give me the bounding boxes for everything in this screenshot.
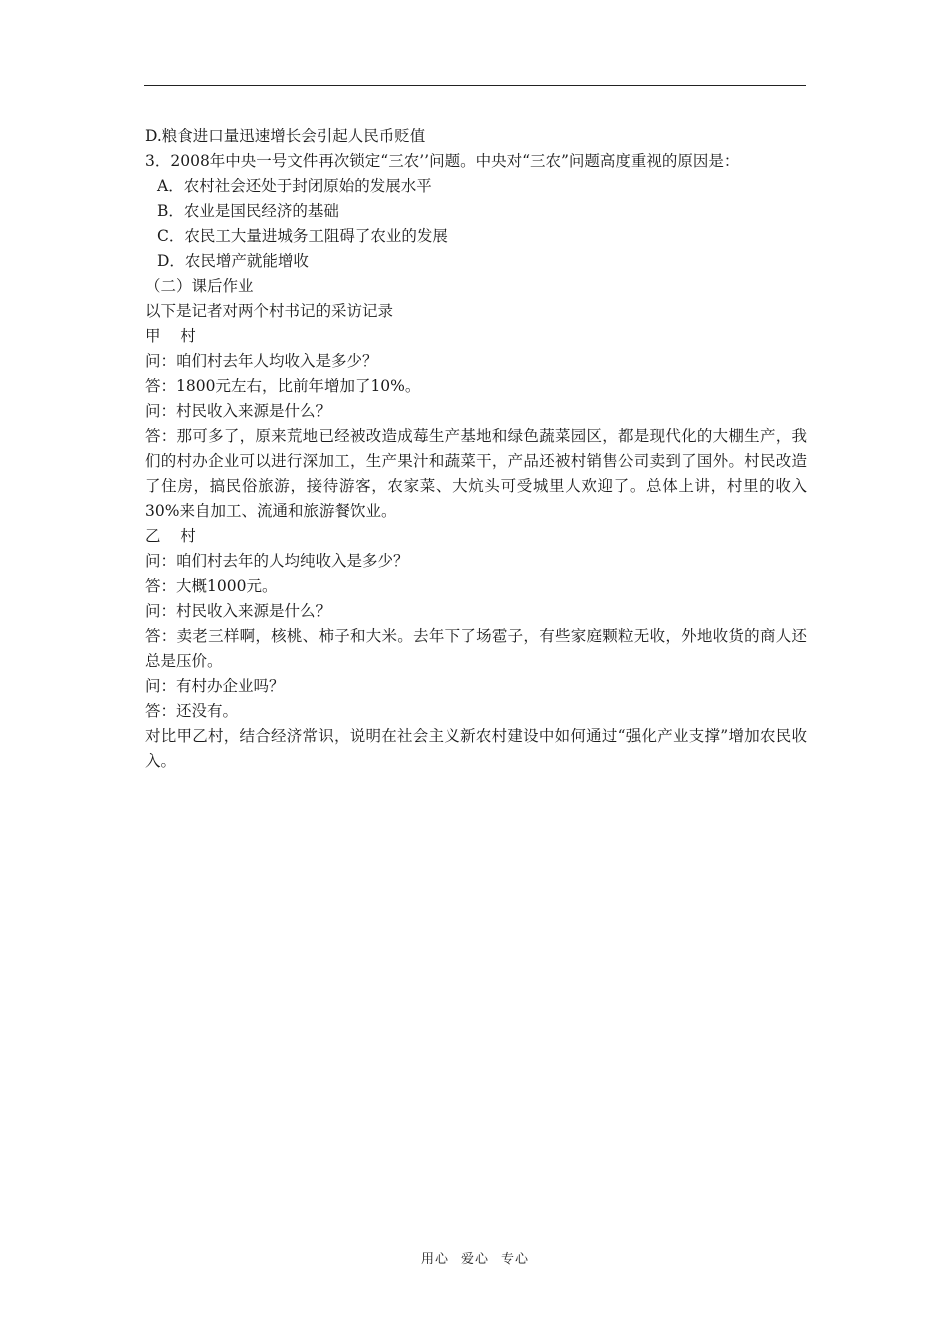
- footer-item: 爱心: [460, 1252, 489, 1267]
- village-a-question-2: 问：村民收入来源是什么？: [145, 402, 332, 420]
- village-b-question-3: 问：有村办企业吗？: [145, 677, 285, 695]
- header-rule: [144, 85, 806, 86]
- village-a-answer-1: 答：1800元左右，比前年增加了10%。: [145, 377, 421, 395]
- page-footer: [0, 1248, 950, 1267]
- homework-heading: （二）课后作业: [145, 277, 254, 295]
- q3-option-a: A．农村社会还处于封闭原始的发展水平: [157, 177, 432, 195]
- document-body: [145, 124, 807, 774]
- village-b-answer-1: 答：大概1000元。: [145, 577, 278, 595]
- q3-option-c: C．农民工大量进城务工阻碍了农业的发展: [157, 227, 448, 245]
- village-b-answer-2: 答：卖老三样啊，核桃、柿子和大米。去年下了场雹子，有些家庭颗粒无收，外地收货的商人还总是压价。: [145, 627, 807, 670]
- interview-intro: 以下是记者对两个村书记的采访记录: [145, 302, 394, 320]
- village-b-question-1: 问：咱们村去年的人均纯收入是多少？: [145, 552, 409, 570]
- q3-option-b: B．农业是国民经济的基础: [157, 202, 339, 220]
- q3-option-d: D．农民增产就能增收: [157, 252, 309, 270]
- homework-question: 对比甲乙村，结合经济常识，说明在社会主义新农村建设中如何通过“强化产业支撑”增加农民收入。: [145, 727, 807, 770]
- footer-item: 专心: [501, 1252, 530, 1267]
- village-b-answer-3: 答：还没有。: [145, 702, 239, 720]
- q3-stem: 3．2008年中央一号文件再次锁定“三农’’问题。中央对“三农”问题高度重视的原因是：: [145, 152, 740, 170]
- village-a-question-1: 问：咱们村去年人均收入是多少？: [145, 352, 378, 370]
- village-b-question-2: 问：村民收入来源是什么？: [145, 602, 332, 620]
- village-b-name: 乙 村: [145, 527, 196, 545]
- village-a-answer-2: 答：那可多了，原来荒地已经被改造成莓生产基地和绿色蔬菜园区，都是现代化的大棚生产，我们的村办企业可以进行深加工，生产果汁和蔬菜干，产品还被村销售公司卖到了国外。村民改造了住房，搞民俗旅游，接待游客，农家菜、大炕头可受城里人欢迎了。总体上讲，村里的收入30%来自加工、流通和旅游餐饮业。: [145, 427, 807, 520]
- village-a-name: 甲 村: [145, 327, 196, 345]
- q2-option-d: D.粮食进口量迅速增长会引起人民币贬值: [145, 127, 426, 145]
- footer-item: 用心: [420, 1252, 449, 1267]
